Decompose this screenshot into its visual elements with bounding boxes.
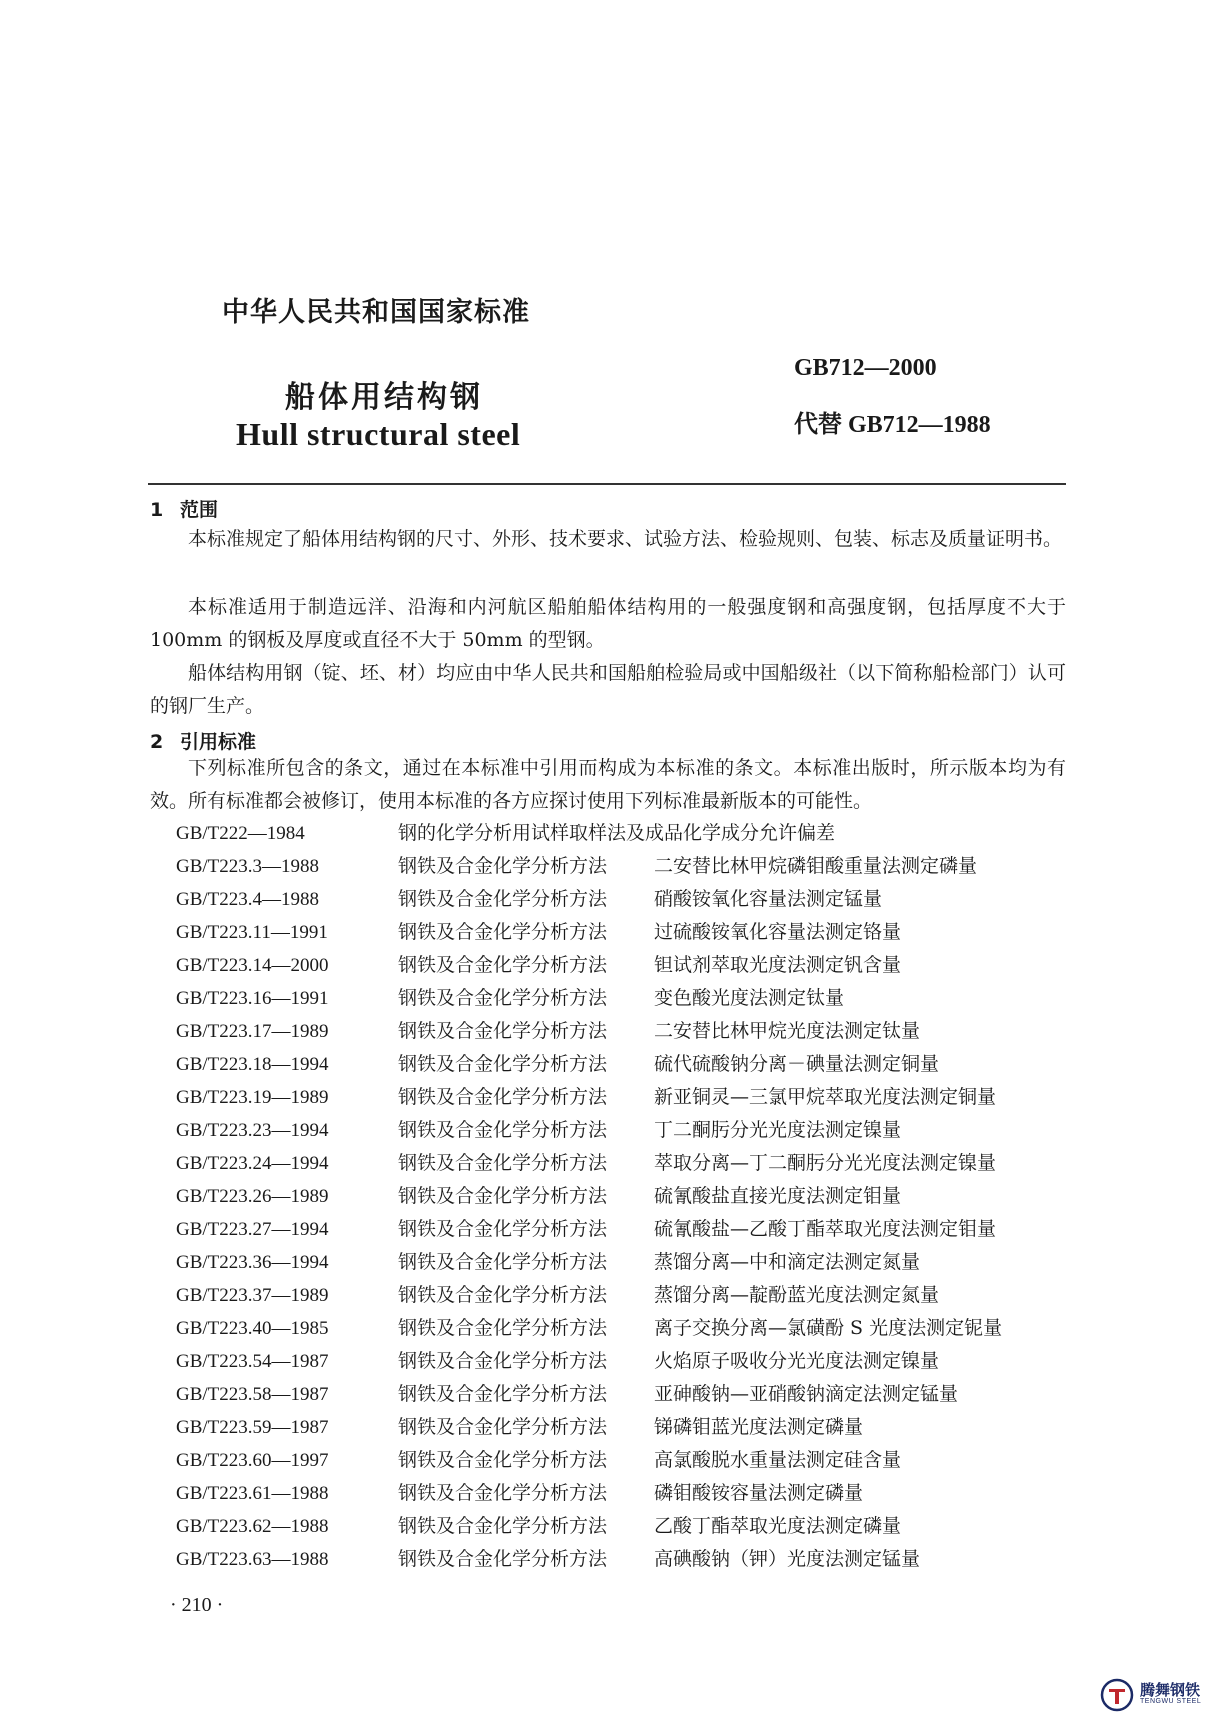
brand-logo (1100, 1678, 1208, 1712)
section-heading-scope (150, 495, 218, 522)
reference-item (150, 1378, 1080, 1411)
reference-item (150, 1345, 1080, 1378)
reference-item (150, 982, 1080, 1015)
reference-code: GB/T223.19—1989 (176, 1087, 329, 1108)
reference-category: 钢铁及合金化学分析方法 (398, 1350, 608, 1372)
reference-item (150, 1114, 1080, 1147)
paragraph: 船体结构用钢（锭、坯、材）均应由中华人民共和国船舶检验局或中国船级社（以下简称船检部门）认可的钢厂生产。 (150, 662, 1066, 717)
reference-category: 钢铁及合金化学分析方法 (398, 1515, 608, 1537)
section-heading-references (150, 727, 256, 754)
reference-code: GB/T223.26—1989 (176, 1186, 329, 1207)
section-title: 范围 (180, 499, 219, 521)
reference-method: 二安替比林甲烷光度法测定钛量 (654, 1020, 921, 1042)
reference-code: GB/T223.23—1994 (176, 1120, 329, 1141)
reference-method: 二安替比林甲烷磷钼酸重量法测定磷量 (654, 855, 978, 877)
reference-code: GB/T223.14—2000 (176, 955, 329, 976)
reference-code: GB/T222—1984 (176, 823, 305, 844)
reference-code: GB/T223.11—1991 (176, 922, 328, 943)
reference-method: 火焰原子吸收分光光度法测定镍量 (654, 1350, 940, 1372)
reference-code: GB/T223.16—1991 (176, 988, 329, 1009)
reference-method: 蒸馏分离—中和滴定法测定氮量 (654, 1251, 921, 1273)
reference-item (150, 1147, 1080, 1180)
reference-item (150, 949, 1080, 982)
reference-item (150, 1015, 1080, 1048)
logo-name-en: TENGWU STEEL (1140, 1698, 1202, 1705)
standard-number: GB712—2000 (794, 355, 937, 381)
reference-item (150, 850, 1080, 883)
reference-item (150, 916, 1080, 949)
document-title-en: Hull structural steel (236, 416, 521, 452)
reference-method: 变色酸光度法测定钛量 (654, 987, 845, 1009)
document-title-cn: 船体用结构钢 (285, 380, 483, 415)
reference-method: 丁二酮肟分光光度法测定镍量 (654, 1119, 902, 1141)
reference-category: 钢铁及合金化学分析方法 (398, 1383, 608, 1405)
reference-title: 钢的化学分析用试样取样法及成品化学成分允许偏差 (398, 822, 836, 844)
reference-method: 萃取分离—丁二酮肟分光光度法测定镍量 (654, 1152, 997, 1174)
reference-method: 过硫酸铵氧化容量法测定铬量 (654, 921, 902, 943)
reference-item (150, 1411, 1080, 1444)
reference-item (150, 1081, 1080, 1114)
reference-item (150, 1048, 1080, 1081)
reference-method: 蒸馏分离—靛酚蓝光度法测定氮量 (654, 1284, 940, 1306)
reference-code: GB/T223.17—1989 (176, 1021, 329, 1042)
page-number: · 210 · (170, 1594, 224, 1616)
reference-category: 钢铁及合金化学分析方法 (398, 1317, 608, 1339)
reference-category: 钢铁及合金化学分析方法 (398, 1020, 608, 1042)
reference-code: GB/T223.36—1994 (176, 1252, 329, 1273)
reference-code: GB/T223.40—1985 (176, 1318, 329, 1339)
reference-code: GB/T223.4—1988 (176, 889, 320, 910)
reference-category: 钢铁及合金化学分析方法 (398, 1449, 608, 1471)
reference-method: 钽试剂萃取光度法测定钒含量 (654, 954, 902, 976)
reference-category: 钢铁及合金化学分析方法 (398, 954, 608, 976)
reference-code: GB/T223.27—1994 (176, 1219, 329, 1240)
reference-category: 钢铁及合金化学分析方法 (398, 1152, 608, 1174)
reference-code: GB/T223.60—1997 (176, 1450, 329, 1471)
section-number: 2 (150, 731, 164, 753)
reference-category: 钢铁及合金化学分析方法 (398, 1119, 608, 1141)
reference-category: 钢铁及合金化学分析方法 (398, 888, 608, 910)
section-number: 1 (150, 499, 164, 521)
logo-name-cn: 腾舞钢铁 (1140, 1681, 1201, 1699)
reference-method: 高碘酸钠（钾）光度法测定锰量 (654, 1548, 921, 1570)
reference-item (150, 1477, 1080, 1510)
reference-method: 高氯酸脱水重量法测定硅含量 (654, 1449, 902, 1471)
reference-code: GB/T223.62—1988 (176, 1516, 329, 1537)
reference-code: GB/T223.63—1988 (176, 1549, 329, 1570)
reference-code: GB/T223.58—1987 (176, 1384, 329, 1405)
reference-rows (150, 850, 1080, 1576)
reference-method: 离子交换分离—氯磺酚 S 光度法测定铌量 (654, 1317, 1003, 1339)
reference-category: 钢铁及合金化学分析方法 (398, 1251, 608, 1273)
paragraph: 本标准适用于制造远洋、沿海和内河航区船舶船体结构用的一般强度钢和高强度钢，包括厚度不大于 100mm 的钢板及厚度或直径不大于 50mm 的型钢。 (150, 596, 1066, 651)
reference-item (150, 1213, 1080, 1246)
reference-method: 磷钼酸铵容量法测定磷量 (654, 1482, 864, 1504)
paragraph: 本标准规定了船体用结构钢的尺寸、外形、技术要求、试验方法、检验规则、包装、标志及质量证明书。 (188, 528, 1063, 550)
reference-method: 硫氰酸盐—乙酸丁酯萃取光度法测定钼量 (654, 1218, 997, 1240)
reference-item (150, 1312, 1080, 1345)
section-title: 引用标准 (180, 731, 257, 753)
reference-code: GB/T223.37—1989 (176, 1285, 329, 1306)
reference-code: GB/T223.61—1988 (176, 1483, 329, 1504)
reference-category: 钢铁及合金化学分析方法 (398, 921, 608, 943)
reference-category: 钢铁及合金化学分析方法 (398, 1086, 608, 1108)
reference-code: GB/T223.59—1987 (176, 1417, 329, 1438)
reference-method: 硫氰酸盐直接光度法测定钼量 (654, 1185, 902, 1207)
reference-item (150, 1246, 1080, 1279)
reference-category: 钢铁及合金化学分析方法 (398, 1548, 608, 1570)
reference-category: 钢铁及合金化学分析方法 (398, 1416, 608, 1438)
reference-method: 锑磷钼蓝光度法测定磷量 (654, 1416, 864, 1438)
reference-category: 钢铁及合金化学分析方法 (398, 855, 608, 877)
reference-code: GB/T223.3—1988 (176, 856, 320, 877)
reference-method: 亚砷酸钠—亚硝酸钠滴定法测定锰量 (654, 1383, 959, 1405)
standard-body-title: 中华人民共和国国家标准 (222, 297, 530, 328)
reference-category: 钢铁及合金化学分析方法 (398, 1053, 608, 1075)
reference-category: 钢铁及合金化学分析方法 (398, 1284, 608, 1306)
reference-item (150, 1444, 1080, 1477)
reference-item (150, 1279, 1080, 1312)
reference-code: GB/T223.54—1987 (176, 1351, 329, 1372)
reference-category: 钢铁及合金化学分析方法 (398, 987, 608, 1009)
header-divider (148, 483, 1066, 485)
reference-category: 钢铁及合金化学分析方法 (398, 1482, 608, 1504)
reference-category: 钢铁及合金化学分析方法 (398, 1218, 608, 1240)
reference-method: 乙酸丁酯萃取光度法测定磷量 (654, 1515, 902, 1537)
reference-method: 硫代硫酸钠分离－碘量法测定铜量 (654, 1053, 940, 1075)
reference-method: 硝酸铵氧化容量法测定锰量 (654, 888, 883, 910)
reference-category: 钢铁及合金化学分析方法 (398, 1185, 608, 1207)
reference-item (150, 1543, 1080, 1576)
reference-item (150, 817, 1080, 850)
reference-item (150, 1510, 1080, 1543)
replaces-standard: 代替 GB712—1988 (794, 412, 991, 438)
reference-list (150, 817, 1080, 1576)
logo-mark-icon (1100, 1678, 1136, 1712)
reference-item (150, 883, 1080, 916)
reference-code: GB/T223.24—1994 (176, 1153, 329, 1174)
paragraph: 下列标准所包含的条文，通过在本标准中引用而构成为本标准的条文。本标准出版时，所示版本均为有效。所有标准都会被修订，使用本标准的各方应探讨使用下列标准最新版本的可能性。 (150, 757, 1066, 812)
reference-code: GB/T223.18—1994 (176, 1054, 329, 1075)
reference-item (150, 1180, 1080, 1213)
reference-method: 新亚铜灵—三氯甲烷萃取光度法测定铜量 (654, 1086, 997, 1108)
